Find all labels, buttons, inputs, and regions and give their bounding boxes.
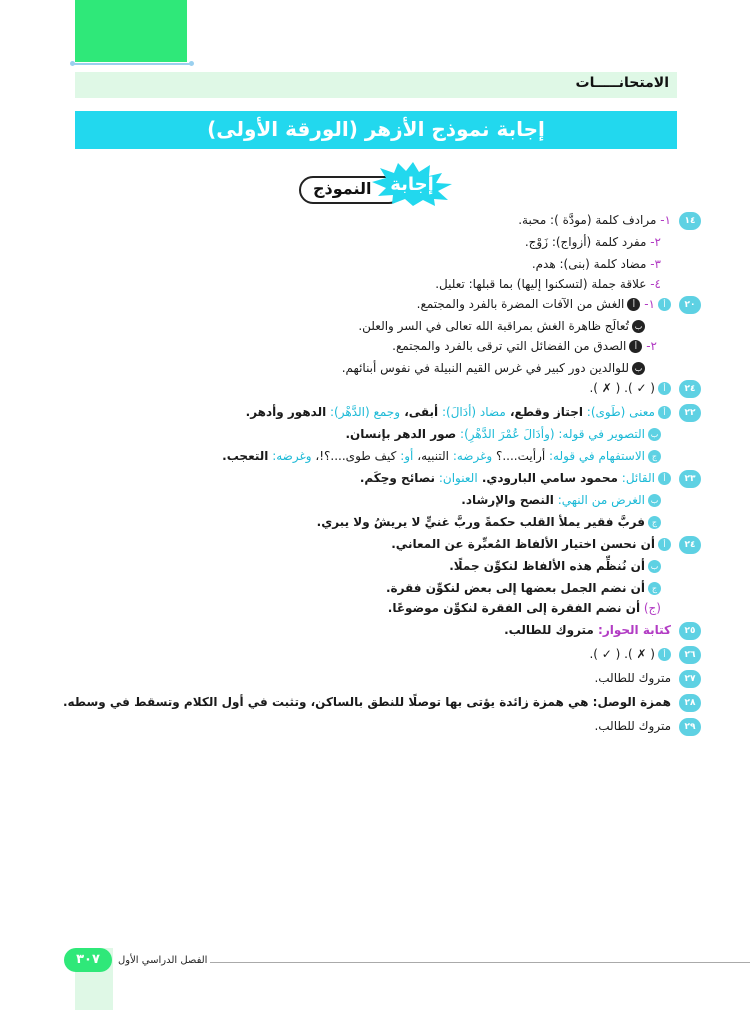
- section-title: الامتحانـــــات: [575, 75, 669, 91]
- question-number: ٢٨: [679, 694, 701, 712]
- footer-divider: [210, 962, 750, 963]
- answer-line: أ( ✓ ). ( ✗ ).: [589, 380, 671, 396]
- answer-badge: [297, 162, 457, 206]
- answer-line: (ج) أن نضم الفقرة إلى الفقرة لنكوِّن موضوعًا.: [387, 601, 661, 615]
- question-number: ٢٩: [679, 718, 701, 736]
- question-number: ١٤: [679, 212, 701, 230]
- page-title: إجابة نموذج الأزهر (الورقة الأولى): [207, 117, 545, 141]
- badge-star-text: إجابة: [390, 174, 434, 195]
- answer-line: همزة الوصل: هي همزة زائدة يؤتى بها توصلًا للنطق بالساكن، وتثبت في أول الكلام وتسقط في وسطه.: [62, 695, 671, 709]
- corner-green-block: [75, 0, 187, 62]
- answer-line: ٣- مضاد كلمة (بنى): هدم.: [531, 257, 661, 271]
- answer-line: أأن نحسن اختيار الألفاظ المُعبِّرة عن المعاني.: [391, 536, 671, 552]
- answer-line: بالغرض من النهي: النصح والإرشاد.: [461, 492, 661, 508]
- answer-line: كتابة الحوار: متروك للطالب.: [504, 623, 671, 637]
- section-header: [75, 72, 677, 98]
- answer-line: ٤- علاقة جملة (لتسكنوا إليها) بما قبلها: تعليل.: [435, 277, 661, 291]
- answer-line: أ١- أالغش من الآفات المضرة بالفرد والمجتمع.: [417, 296, 671, 312]
- answer-line: أمعنى (طَوى): اجتاز وقطع، مضاد (أدَالَ): أبقى، وجمع (الدَّهْر): الدهور وأدهر.: [246, 404, 671, 420]
- footer-label: الفصل الدراسي الأول: [118, 955, 208, 966]
- answer-line: ٢- أالصدق من الفضائل التي ترقى بالفرد والمجتمع.: [392, 339, 657, 353]
- question-number: ٢٦: [679, 646, 701, 664]
- question-number: ٢٤: [679, 380, 701, 398]
- corner-divider: [72, 63, 192, 65]
- question-number: ٢٣: [679, 470, 701, 488]
- page-number: ٣٠٧: [64, 948, 112, 972]
- answer-line: متروك للطالب.: [594, 671, 671, 685]
- answer-line: جأن نضم الجمل بعضها إلى بعض لنكوِّن فقرة.: [386, 580, 661, 596]
- answer-line: ٢- مفرد كلمة (أزواج): زَوْج.: [524, 235, 661, 249]
- question-number: ٢٠: [679, 296, 701, 314]
- answer-line: ١- مرادف كلمة (مودَّة ): محبة.: [518, 213, 671, 227]
- answer-line: بللوالدين دور كبير في غرس القيم النبيلة في نفوس أبنائهم.: [342, 360, 645, 376]
- answer-line: بأن نُنظِّم هذه الألفاظ لنكوِّن جملًا.: [449, 558, 661, 574]
- answer-line: أالقائل: محمود سامي البارودي. العنوان: نصائح وحِكَم.: [360, 470, 671, 486]
- answer-line: بتُعالَج ظاهرة الغش بمراقبة الله تعالى في السر والعلن.: [358, 318, 645, 334]
- question-number: ٢٧: [679, 670, 701, 688]
- answer-line: جفربَّ فقير يملأ القلب حكمةً وربَّ غنيٍّ لا يريشُ ولا يبري.: [317, 514, 661, 530]
- answer-line: أ( ✗ ). ( ✓ ).: [589, 646, 671, 662]
- answer-line: جالاستفهام في قوله: أرأيت....؟ وغرضه: التنبيه، أو: كيف طوى....؟!، وغرضه: التعجب.: [222, 448, 661, 464]
- question-number: ٢٥: [679, 622, 701, 640]
- question-number: ٢٢: [679, 404, 701, 422]
- title-banner: [75, 111, 677, 149]
- answer-line: بالتصوير في قوله: (وأدَالَ عُمْرَ الدَّهْرِ): صور الدهر بإنسان.: [345, 426, 661, 442]
- badge-pill-text: النموذج: [313, 179, 372, 198]
- question-number: ٢٤: [679, 536, 701, 554]
- answer-line: متروك للطالب.: [594, 719, 671, 733]
